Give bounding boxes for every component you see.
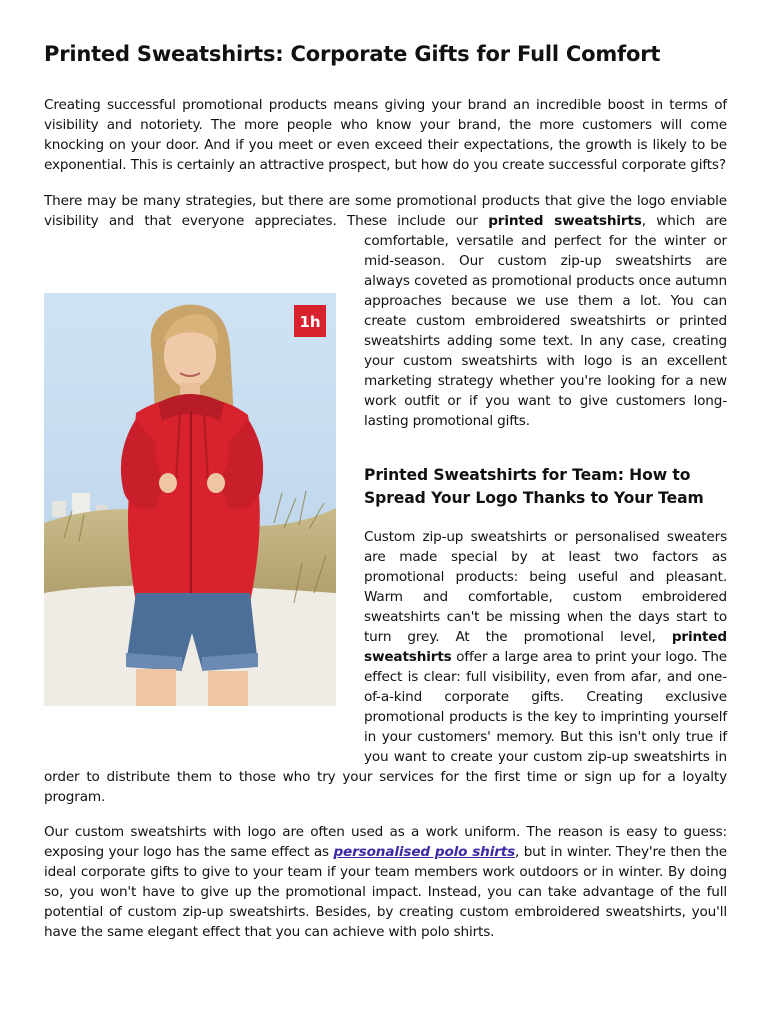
para3-bold-printed-sweatshirts: printed sweatshirts: [364, 629, 727, 665]
section-subheading: Printed Sweatshirts for Team: How to Spread Your Logo Thanks to Your Team: [364, 466, 704, 507]
para2-text-start: There may be many strategies, but there are some promotional products that give the logo enviable visibility and that everyone appreciates. These include our: [44, 193, 727, 229]
paragraph-team-wrap: [44, 527, 727, 807]
para4-text-end: , but in winter. They're then the ideal corporate gifts to give to your team if your team members work outdoors or in winter. By doing so, you won't have to give up the promotional impact. Instead, you can take advantage of the full potential of custom zip-up sweatshirts. Besides, by creating custom embroidered sweatshirts, you'll have the same elegant effect that you can achieve with polo shirts.: [44, 844, 727, 940]
para3-text-end: offer a large area to print your logo. The effect is clear: full visibility, even from afar, and one-of-a-kind corporate gifts. Creating exclusive promotional products is the key to imprinting yourself in your customers' memory. But this isn't only true if you want to create your custom zip-up sweatshirts in order to distribute them to those who try your services for the first time or sign up for a loyalty program.: [44, 649, 727, 805]
float-spacer: [44, 527, 364, 749]
paragraph-uniform: [44, 822, 727, 942]
intro-paragraph: Creating successful promotional products means giving your brand an incredible boost in terms of visibility and notoriety. The more people who know your brand, the more customers will come knocking on your door. And if you meet or even exceed their expectations, the growth is likely to be exponential. This is certainly an attractive prospect, but how do you create successful corporate gifts?: [44, 97, 727, 173]
para2-text-end: , which are comfortable, versatile and perfect for the winter or mid-season. Our custom zip-up sweatshirts are always coveted as promotional products once autumn approaches because we use them a lot. You can create custom embroidered sweatshirts or printed sweatshirts adding some text. In any case, creating your custom sweatshirts with logo is an excellent marketing strategy whether you're looking for a new work outfit or if you want to give customers long-lasting promotional gifts.: [364, 213, 727, 429]
page-title: Printed Sweatshirts: Corporate Gifts for Full Comfort: [44, 42, 661, 66]
paragraph-uniform-wrap: [44, 822, 727, 942]
para2-bold-printed-sweatshirts: printed sweatshirts: [488, 213, 642, 229]
personalised-polo-shirts-link[interactable]: personalised polo shirts: [333, 844, 516, 860]
brand-logo-text: 1h: [299, 313, 321, 331]
para4-text-start: Our custom sweatshirts with logo are often used as a work uniform. The reason is easy to guess: exposing your logo has the same effect as: [44, 824, 727, 860]
right-column: [364, 464, 727, 524]
para3-text-start: Custom zip-up sweatshirts or personalised sweaters are made special by at least two factors as promotional products: being useful and pleasant. Warm and comfortable, custom embroidered sweatshirts can't be missing when the days start to turn grey. At the promotional level,: [364, 529, 727, 645]
